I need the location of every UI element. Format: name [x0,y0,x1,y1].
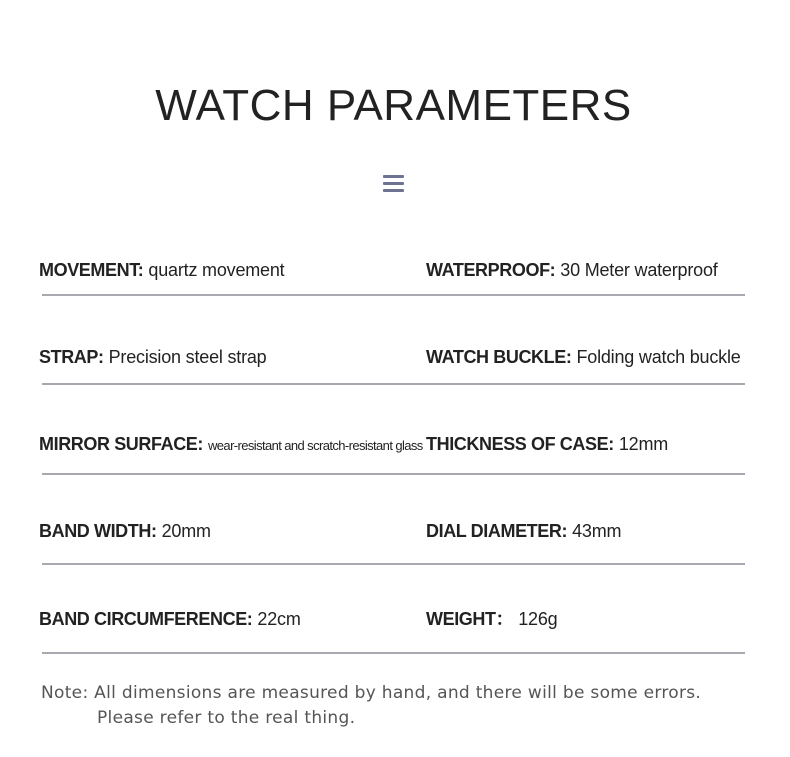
divider [42,294,745,296]
spec-value: Precision steel strap [108,347,267,367]
measurement-note [41,681,701,731]
spec-label: STRAP: [39,347,104,367]
spec-value: 22cm [257,609,301,629]
spec-label: THICKNESS OF CASE: [426,434,614,454]
spec-thickness-of-case [426,432,668,456]
spec-value: 12mm [618,434,669,454]
spec-band-width [39,519,211,543]
spec-value: 30 Meter waterproof [560,260,718,280]
spec-label: WATCH BUCKLE: [426,347,572,367]
spec-value: quartz movement [148,260,285,280]
spec-strap [39,345,267,369]
spec-band-circumference [39,607,301,631]
spec-label: BAND CIRCUMFERENCE: [39,609,253,629]
spec-value: 20mm [161,521,211,541]
divider [42,473,745,475]
spec-value: 43mm [572,521,622,541]
spec-value: 126g [518,609,558,629]
spec-value: wear-resistant and scratch-resistant glass [208,438,423,453]
divider [42,383,745,385]
note-line-1: Note: All dimensions are measured by hand, and there will be some errors. [41,683,702,703]
note-line-2: Please refer to the real thing. [97,708,356,728]
spec-label: MOVEMENT: [39,260,144,280]
spec-movement [39,258,284,282]
spec-mirror-surface [39,432,423,458]
divider [42,652,745,654]
spec-label: MIRROR SURFACE: [39,434,203,454]
page-title: WATCH PARAMETERS [155,81,632,130]
spec-dial-diameter [426,519,621,543]
divider [42,563,745,565]
spec-label: BAND WIDTH: [39,521,157,541]
spec-watch-buckle [426,345,741,369]
spec-waterproof [426,258,718,282]
spec-label: DIAL DIAMETER: [426,521,568,541]
spec-label: WATERPROOF: [426,260,556,280]
spec-value: Folding watch buckle [576,347,741,367]
spec-weight [426,607,557,631]
menu-icon [383,175,404,192]
spec-label: WEIGHT： [426,609,514,629]
